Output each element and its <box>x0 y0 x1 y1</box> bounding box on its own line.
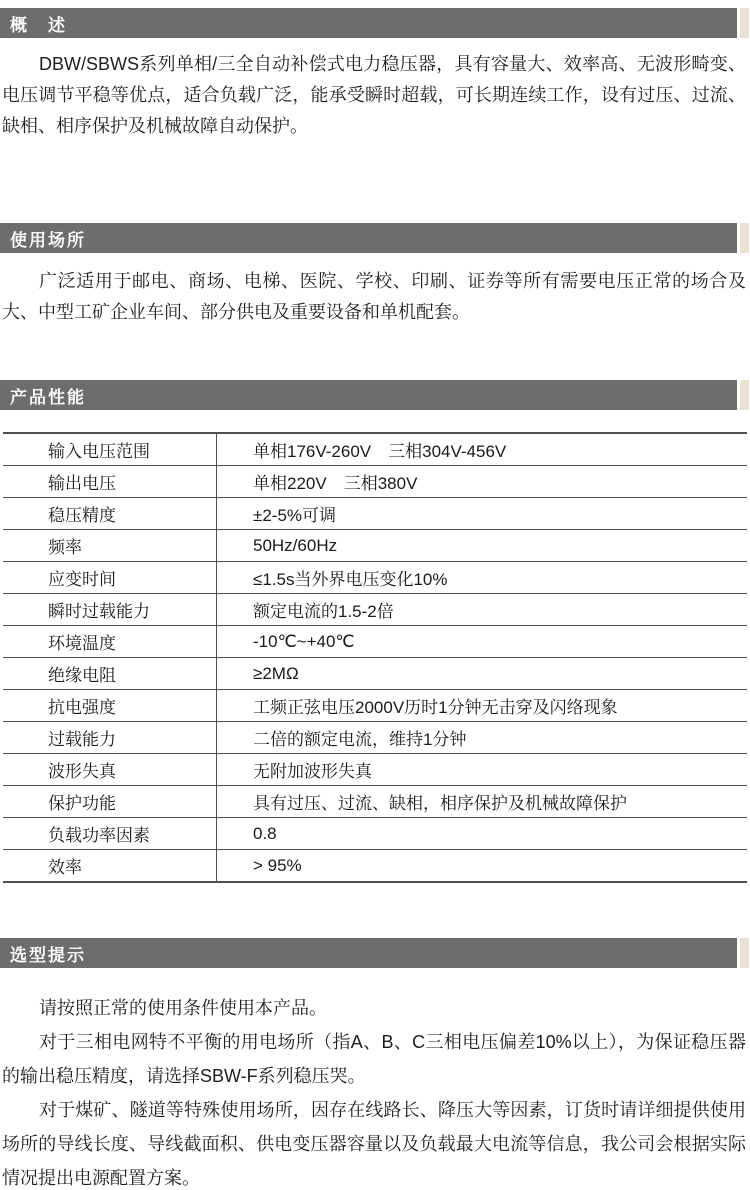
decorative-strip <box>740 380 749 410</box>
selection-paragraphs <box>0 991 750 1190</box>
spec-table <box>3 432 747 883</box>
spec-label: 抗电强度 <box>3 690 217 722</box>
section-header-usage <box>0 223 750 253</box>
decorative-strip <box>740 938 749 968</box>
section-header-performance <box>0 380 750 410</box>
spec-label: 环境温度 <box>3 626 217 658</box>
spec-label: 保护功能 <box>3 786 217 818</box>
table-row <box>3 850 747 883</box>
spec-label: 负载功率因素 <box>3 818 217 850</box>
table-row <box>3 562 747 594</box>
overview-paragraph: DBW/SBWS系列单相/三全自动补偿式电力稳压器，具有容量大、效率高、无波形畸变、电压调节平稳等优点，适合负载广泛，能承受瞬时超载，可长期连续工作，设有过压、过流、缺相、相序保护及机械故障自动保护。 <box>2 54 746 136</box>
section-header-bar <box>0 223 737 253</box>
table-row <box>3 754 747 786</box>
spec-value: 单相176V-260V 三相304V-456V <box>253 442 507 461</box>
table-row <box>3 530 747 562</box>
table-row <box>3 722 747 754</box>
section-title-overview: 概 述 <box>10 15 67 35</box>
spec-value: 工频正弦电压2000V历时1分钟无击穿及闪络现象 <box>217 690 748 722</box>
decorative-strip <box>740 8 749 38</box>
spec-table-wrap <box>0 432 750 883</box>
section-title-performance: 产品性能 <box>10 387 86 407</box>
table-row <box>3 498 747 530</box>
section-header-overview <box>0 8 750 38</box>
spec-value: > 95% <box>217 850 748 883</box>
spec-label: 输入电压范围 <box>3 433 217 466</box>
section-header-selection <box>0 938 750 968</box>
table-row <box>3 594 747 626</box>
spec-table-body <box>3 433 747 882</box>
spec-value: 具有过压、过流、缺相，相序保护及机械故障保护 <box>217 786 748 818</box>
spec-label: 稳压精度 <box>3 498 217 530</box>
section-header-bar <box>0 938 737 968</box>
usage-paragraph: 广泛适用于邮电、商场、电梯、医院、学校、印刷、证券等所有需要电压正常的场合及大、中型工矿企业车间、部分供电及重要设备和单机配套。 <box>2 271 746 322</box>
spec-value: ±2-5%可调 <box>217 498 748 530</box>
spec-label: 应变时间 <box>3 562 217 594</box>
table-row <box>3 466 747 498</box>
spec-value: 50Hz/60Hz <box>217 530 748 562</box>
selection-paragraph: 请按照正常的使用条件使用本产品。 <box>39 998 327 1018</box>
spec-label: 瞬时过载能力 <box>3 594 217 626</box>
spec-label: 输出电压 <box>3 466 217 498</box>
spec-label: 效率 <box>3 850 217 883</box>
table-row <box>3 626 747 658</box>
spec-value: 无附加波形失真 <box>217 754 748 786</box>
spec-value: ≤1.5s当外界电压变化10% <box>217 562 748 594</box>
table-row <box>3 690 747 722</box>
table-row <box>3 818 747 850</box>
spec-label: 过载能力 <box>3 722 217 754</box>
document-page <box>0 8 750 1190</box>
spec-label: 频率 <box>3 530 217 562</box>
section-header-bar <box>0 8 737 38</box>
spec-value: 额定电流的1.5-2倍 <box>217 594 748 626</box>
section-title-selection: 选型提示 <box>10 945 86 965</box>
spec-value: 0.8 <box>217 818 748 850</box>
selection-paragraph: 对于煤矿、隧道等特殊使用场所，因存在线路长、降压大等因素，订货时请详细提供使用场所的导线长度、导线截面积、供电变压器容量以及负载最大电流等信息，我公司会根据实际情况提出电源配置方案。 <box>2 1100 746 1188</box>
table-row <box>3 786 747 818</box>
spec-label: 波形失真 <box>3 754 217 786</box>
spec-value: 二倍的额定电流，维持1分钟 <box>217 722 748 754</box>
spec-value: ≥2MΩ <box>217 658 748 690</box>
table-row <box>3 658 747 690</box>
section-title-usage: 使用场所 <box>10 230 86 250</box>
decorative-strip <box>740 223 749 253</box>
section-header-bar <box>0 380 737 410</box>
spec-value: -10℃~+40℃ <box>217 626 748 658</box>
spec-value: 单相220V 三相380V <box>217 466 748 498</box>
table-row <box>3 433 747 466</box>
selection-paragraph: 对于三相电网特不平衡的用电场所（指A、B、C三相电压偏差10%以上），为保证稳压器的输出稳压精度，请选择SBW-F系列稳压哭。 <box>2 1032 746 1086</box>
spec-label: 绝缘电阻 <box>3 658 217 690</box>
